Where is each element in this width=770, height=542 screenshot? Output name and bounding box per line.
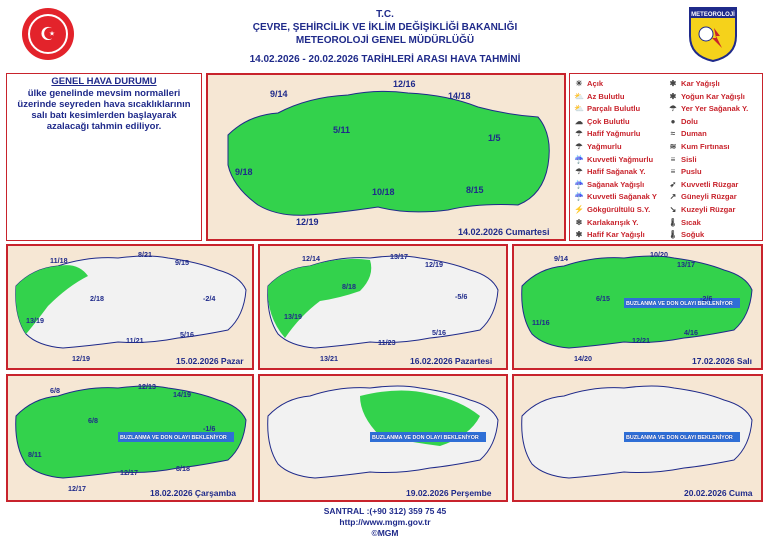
legend-label: Puslu <box>681 167 702 177</box>
temp-label: -1/6 <box>203 424 216 433</box>
temp-label: 5/11 <box>333 125 351 135</box>
turkey-map <box>260 246 506 368</box>
ministry-logo <box>22 8 74 60</box>
light-shower-icon: ☂ <box>575 167 583 177</box>
hail-icon: ● <box>670 116 676 126</box>
frost-note: BUZLANMA VE DON OLAYI BEKLENİYOR <box>120 435 227 441</box>
legend-item <box>668 229 704 240</box>
temp-label: 8/11 <box>28 450 42 459</box>
frost-note: BUZLANMA VE DON OLAYI BEKLENİYOR <box>626 435 733 441</box>
temp-label: 8/15 <box>466 185 484 195</box>
cold-icon: 🌡 <box>667 230 679 240</box>
legend-item <box>668 141 730 152</box>
temp-label: 13/17 <box>677 260 695 269</box>
haze-icon: ≡ <box>670 167 676 177</box>
temp-label: 9/14 <box>270 89 288 99</box>
legend-label: Sıcak <box>681 217 701 227</box>
date-label: 18.02.2026 Çarşamba <box>150 488 237 498</box>
legend-item <box>574 217 638 228</box>
general-title: GENEL HAVA DURUMU <box>51 76 157 87</box>
legend-label: Kuzeyli Rüzgar <box>681 205 736 214</box>
legend-item <box>668 204 735 215</box>
partly-sunny-icon: ⛅ <box>574 91 584 101</box>
temp-label: 11/23 <box>378 338 396 347</box>
strong-wind-icon: ➶ <box>669 179 677 189</box>
legend-label: Soğuk <box>681 230 705 240</box>
snow-icon: ✱ <box>669 79 677 88</box>
title-line-2: ÇEVRE, ŞEHİRCİLİK VE İKLİM DEĞİŞİKLİĞİ BAKANLIĞI <box>252 22 518 33</box>
legend-label: Kuvvetli Rüzgar <box>681 179 739 189</box>
legend-label: Hafif Sağanak Y. <box>587 167 646 177</box>
turkey-map <box>8 246 252 368</box>
fog-icon: ≡ <box>670 154 676 164</box>
temp-label: 8/18 <box>176 464 190 473</box>
sleet-icon: ❄ <box>575 217 583 227</box>
footer-url[interactable]: http://www.mgm.gov.tr <box>339 517 431 527</box>
footer-copyright: ©MGM <box>371 528 399 538</box>
title-line-3: METEOROLOJİ GENEL MÜDÜRLÜĞÜ <box>295 35 475 46</box>
temp-label: 13/21 <box>320 354 338 363</box>
map-panel-day7 <box>512 374 763 502</box>
temp-label: 5/16 <box>180 330 194 339</box>
temp-label: -2/4 <box>203 294 216 303</box>
legend-label: Çok Bulutlu <box>587 116 630 126</box>
map-panel-day1 <box>206 73 566 241</box>
sandstorm-icon: ≋ <box>669 142 677 151</box>
crescent-star-icon: ☪ <box>28 14 68 54</box>
light-rain-icon: ☂ <box>575 129 583 139</box>
date-label: 20.02.2026 Cuma <box>684 488 753 498</box>
rain-icon: ☂ <box>575 142 583 151</box>
temp-label: 12/19 <box>296 217 319 227</box>
smoke-icon: ≈ <box>670 129 676 139</box>
legend-label: Az Bulutlu <box>587 91 625 101</box>
temp-label: 13/17 <box>390 252 408 261</box>
legend-label: Duman <box>681 129 707 139</box>
temp-label: 6/8 <box>50 386 60 395</box>
general-text: ülke genelinde mevsim normalleri üzerinde seyreden hava sıcaklıklarının salı batı kesimlerden başlayarak azalacağı tahmin ediliyor. <box>17 88 191 132</box>
legend-item <box>574 91 625 102</box>
temp-label: 12/13 <box>138 382 156 391</box>
legend-item <box>574 116 630 127</box>
legend-label: Dolu <box>681 116 698 126</box>
legend-label: Hafif Yağmurlu <box>587 129 641 139</box>
temp-label: 6/8 <box>88 416 98 425</box>
temp-label: 4/16 <box>684 328 698 337</box>
hot-icon: 🌡 <box>667 217 679 227</box>
legend-label: Kar Yağışlı <box>681 79 720 88</box>
legend-label: Sisli <box>681 154 697 164</box>
legend-label: Açık <box>587 79 604 88</box>
temp-label: 2/18 <box>90 294 104 303</box>
legend-item <box>574 103 640 114</box>
frost-note: BUZLANMA VE DON OLAYI BEKLENİYOR <box>626 301 733 307</box>
temp-label: 5/16 <box>432 328 446 337</box>
north-wind-icon: ↘ <box>669 205 677 214</box>
legend-item <box>574 179 644 190</box>
thunder-icon: ⚡ <box>574 205 584 214</box>
temp-label: 14/20 <box>574 354 592 363</box>
temp-label: 12/19 <box>72 354 90 363</box>
legend-item <box>668 103 748 114</box>
date-label: 19.02.2026 Perşembe <box>406 488 492 498</box>
map-panel-day2 <box>6 244 254 370</box>
heavy-snow-icon: ✱ <box>669 91 677 101</box>
legend-item <box>574 141 622 152</box>
cloudy-icon: ☁ <box>575 116 583 126</box>
date-label: 14.02.2026 Cumartesi <box>458 227 550 237</box>
legend-label: Kuvvetli Yağmurlu <box>587 154 654 164</box>
temp-label: 9/18 <box>235 167 253 177</box>
date-label: 15.02.2026 Pazar <box>176 356 244 366</box>
legend-item <box>574 204 650 215</box>
temp-label: -2/6 <box>700 294 713 303</box>
temp-label: 12/16 <box>393 79 416 89</box>
legend-label: Yağmurlu <box>587 142 622 151</box>
legend-item <box>574 154 653 165</box>
legend-item <box>668 191 737 202</box>
legend-label: Parçalı Bulutlu <box>587 104 641 114</box>
temp-label: 12/17 <box>120 468 138 477</box>
legend-item <box>668 179 738 190</box>
local-shower-icon: ☂ <box>669 104 677 114</box>
temp-label: 11/16 <box>532 318 550 327</box>
logo-text: METEOROLOJİ <box>691 12 735 18</box>
date-label: 16.02.2026 Pazartesi <box>410 356 493 366</box>
map-panel-day6 <box>258 374 508 502</box>
legend-item <box>668 154 697 165</box>
temp-label: 13/19 <box>284 312 302 321</box>
legend-label: Sağanak Yağışlı <box>587 179 645 189</box>
legend-item <box>668 217 701 228</box>
south-wind-icon: ↗ <box>669 192 677 202</box>
general-weather-box <box>6 73 202 241</box>
legend-label: Kum Fırtınası <box>681 142 730 151</box>
footer-phone: SANTRAL :(+90 312) 359 75 45 <box>323 506 447 516</box>
map-panel-day3 <box>258 244 508 370</box>
temp-label: 10/20 <box>650 250 668 259</box>
temp-label: 12/21 <box>632 336 650 345</box>
frost-note: BUZLANMA VE DON OLAYI BEKLENİYOR <box>372 435 479 441</box>
legend-item <box>574 78 603 89</box>
shower-icon: ☔ <box>574 179 584 189</box>
temp-label: 11/21 <box>126 336 144 345</box>
temp-label: -5/6 <box>455 292 468 301</box>
temp-label: 13/19 <box>26 316 44 325</box>
date-label: 17.02.2026 Salı <box>692 356 753 366</box>
light-snow-icon: ✱ <box>575 230 583 240</box>
legend-label: Güneyli Rüzgar <box>681 192 737 202</box>
legend-label: Karlakarışık Y. <box>587 217 639 227</box>
legend-item <box>574 229 645 240</box>
temp-label: 1/5 <box>488 133 501 143</box>
temp-label: 9/14 <box>554 254 568 263</box>
legend-item <box>668 128 707 139</box>
title-line-1: T.C. <box>376 9 394 20</box>
legend-item <box>574 128 640 139</box>
meteoroloji-logo <box>688 6 738 62</box>
temp-label: 12/19 <box>425 260 443 269</box>
temp-label: 6/15 <box>596 294 610 303</box>
legend-label: Yoğun Kar Yağışlı <box>681 91 745 101</box>
turkey-map <box>514 246 761 368</box>
forecast-dates: 14.02.2026 - 20.02.2026 TARİHLERİ ARASI HAVA TAHMİNİ <box>249 54 521 65</box>
legend-item <box>574 166 646 177</box>
legend-item <box>668 91 745 102</box>
legend-item <box>668 78 720 89</box>
legend-item <box>668 166 702 177</box>
temp-label: 10/18 <box>372 187 395 197</box>
sun-icon: ☀ <box>575 79 583 88</box>
legend-item <box>668 116 698 127</box>
legend-label: Gökgürültülü S.Y. <box>587 205 651 214</box>
heavy-shower-icon: ☔ <box>574 192 584 202</box>
temp-label: 12/17 <box>68 484 86 493</box>
temp-label: 14/18 <box>448 91 471 101</box>
legend-item <box>574 191 657 202</box>
legend-label: Kuvvetli Sağanak Y <box>587 192 657 202</box>
temp-label: 11/18 <box>50 256 68 265</box>
legend <box>569 73 763 241</box>
temp-label: 12/14 <box>302 254 320 263</box>
legend-label: Yer Yer Sağanak Y. <box>681 104 749 114</box>
heavy-rain-icon: ☔ <box>574 154 584 164</box>
temp-label: 14/19 <box>173 390 191 399</box>
map-panel-day5 <box>6 374 254 502</box>
header <box>0 0 770 70</box>
partly-cloudy-icon: ⛅ <box>574 104 584 114</box>
temp-label: 9/15 <box>175 258 189 267</box>
temp-label: 8/18 <box>342 282 356 291</box>
legend-label: Hafif Kar Yağışlı <box>587 230 645 240</box>
temp-label: 8/21 <box>138 250 152 259</box>
turkey-map <box>208 75 564 239</box>
map-panel-day4 <box>512 244 763 370</box>
